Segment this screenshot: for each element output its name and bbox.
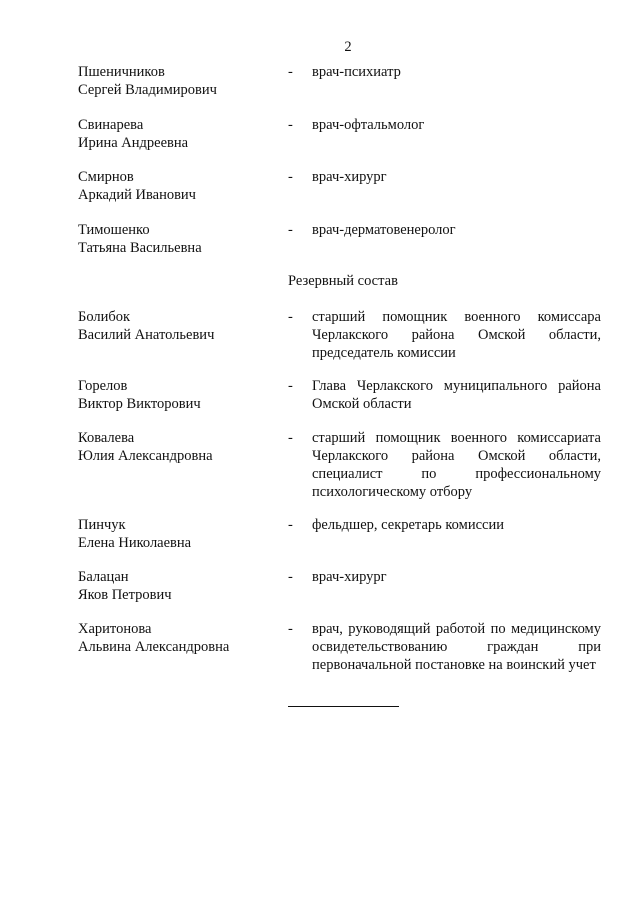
member-surname: Балацан xyxy=(78,569,129,585)
member-name xyxy=(78,308,278,344)
member-role: врач-офтальмолог xyxy=(312,117,425,133)
separator-dash: - xyxy=(288,378,293,394)
member-given-name: Василий Анатольевич xyxy=(78,327,215,343)
end-divider-line xyxy=(288,706,399,707)
member-role: старший помощник военного комиссара Черлакского района Омской области, председатель комиссии xyxy=(312,309,601,361)
member-role: врач-хирург xyxy=(312,169,387,185)
separator-dash: - xyxy=(288,222,293,238)
member-name xyxy=(78,168,278,204)
member-name xyxy=(78,568,278,604)
member-role: Глава Черлакского муниципального района Омской области xyxy=(312,378,601,412)
member-given-name: Юлия Александровна xyxy=(78,448,213,464)
member-given-name: Сергей Владимирович xyxy=(78,82,217,98)
member-role: врач-дерматовенеролог xyxy=(312,222,456,238)
member-surname: Болибок xyxy=(78,309,131,325)
member-name xyxy=(78,516,278,552)
member-name xyxy=(78,116,278,152)
member-surname: Тимошенко xyxy=(78,222,150,238)
separator-dash: - xyxy=(288,117,293,133)
member-role: врач-психиатр xyxy=(312,64,401,80)
member-surname: Ковалева xyxy=(78,430,135,446)
separator-dash: - xyxy=(288,569,293,585)
member-role: фельдшер, секретарь комиссии xyxy=(312,517,504,533)
member-given-name: Яков Петрович xyxy=(78,587,172,603)
member-given-name: Альвина Александровна xyxy=(78,639,230,655)
member-name xyxy=(78,221,278,257)
member-surname: Смирнов xyxy=(78,169,134,185)
member-role: врач-хирург xyxy=(312,569,387,585)
member-surname: Пшеничников xyxy=(78,64,165,80)
separator-dash: - xyxy=(288,309,293,325)
separator-dash: - xyxy=(288,169,293,185)
member-surname: Харитонова xyxy=(78,621,152,637)
reserve-heading: Резервный состав xyxy=(288,273,398,289)
member-name xyxy=(78,429,278,465)
page-number: 2 xyxy=(344,39,352,55)
separator-dash: - xyxy=(288,64,293,80)
member-given-name: Татьяна Васильевна xyxy=(78,240,202,256)
member-name xyxy=(78,63,278,99)
member-surname: Пинчук xyxy=(78,517,126,533)
member-role: врач, руководящий работой по медицинскому освидетельствованию граждан при первоначальной постановке на воинский учет xyxy=(312,621,601,673)
member-name xyxy=(78,620,278,656)
member-name xyxy=(78,377,278,413)
member-given-name: Аркадий Иванович xyxy=(78,187,196,203)
member-given-name: Виктор Викторович xyxy=(78,396,201,412)
member-given-name: Елена Николаевна xyxy=(78,535,192,551)
member-role: старший помощник военного комиссариата Черлакского района Омской области, специалист по профессиональному психологическому отбору xyxy=(312,430,601,500)
member-given-name: Ирина Андреевна xyxy=(78,135,189,151)
separator-dash: - xyxy=(288,430,293,446)
member-surname: Свинарева xyxy=(78,117,144,133)
separator-dash: - xyxy=(288,517,293,533)
separator-dash: - xyxy=(288,621,293,637)
member-surname: Горелов xyxy=(78,378,128,394)
